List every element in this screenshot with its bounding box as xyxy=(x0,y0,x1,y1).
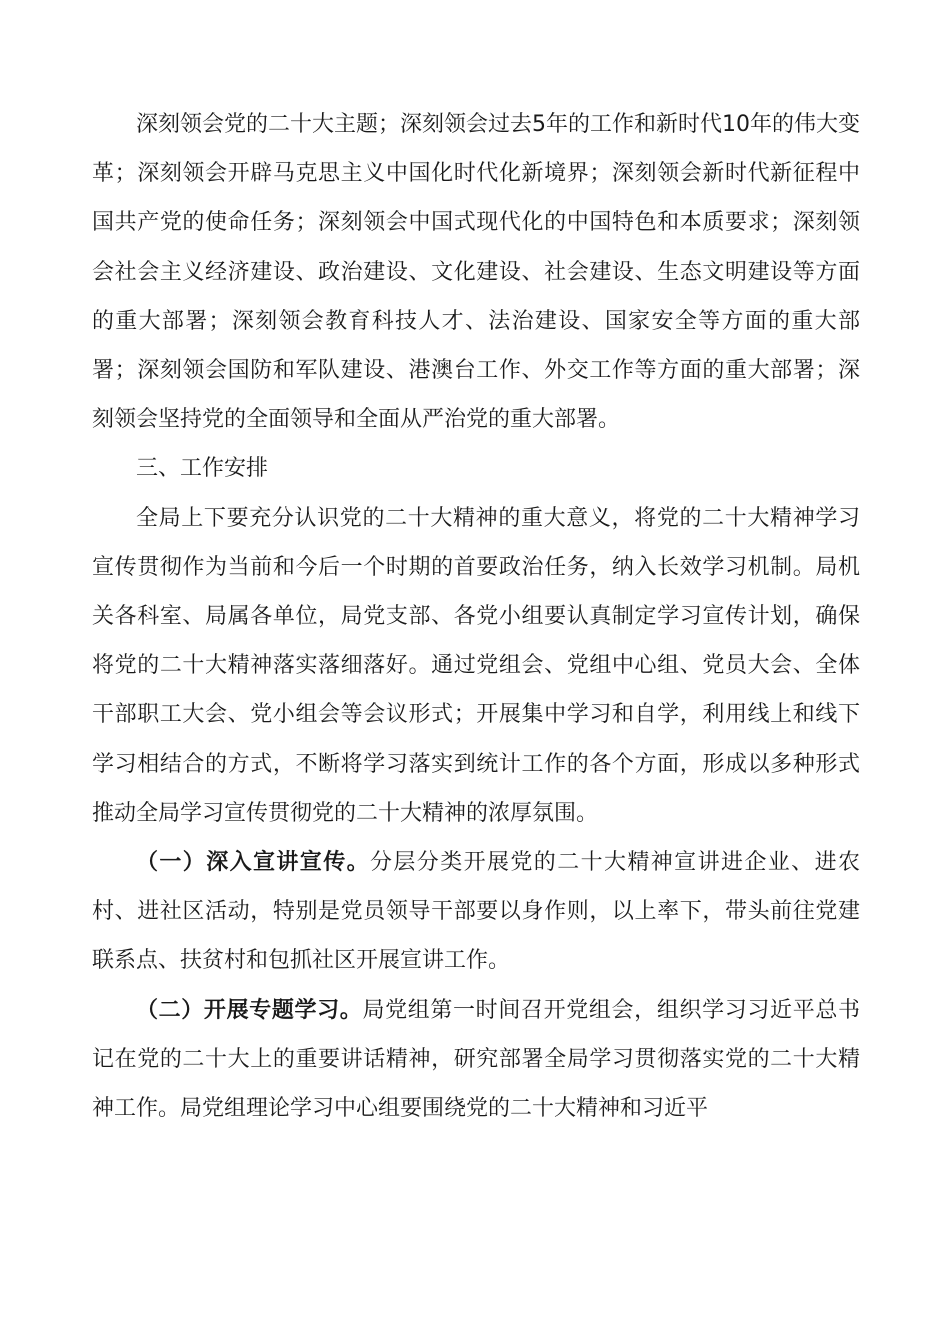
paragraph-study-points: 深刻领会党的二十大主题；深刻领会过去5年的工作和新时代10年的伟大变革；深刻领会开辟马克思主义中国化时代化新境界；深刻领会新时代新征程中国共产党的使命任务；深刻领会中国式现代化的中国特色和本质要求；深刻领会社会主义经济建设、政治建设、文化建设、社会建设、生态文明建设等方面的重大部署；深刻领会教育科技人才、法治建设、国家安全等方面的重大部署；深刻领会国防和军队建设、港澳台工作、外交工作等方面的重大部署；深刻领会坚持党的全面领导和全面从严治党的重大部署。 xyxy=(92,112,860,433)
document-page xyxy=(92,100,860,1133)
item-1-body: 分层分类开展党的二十大精神宣讲进企业、进农村、进社区活动，特别是党员领导干部要以身作则，以上率下，带头前往党建联系点、扶贫村和包抓社区开展宣讲工作。 xyxy=(92,850,860,974)
item-2-body: 局党组第一时间召开党组会，组织学习习近平总书记在党的二十大上的重要讲话精神，研究部署全局学习贯彻落实党的二十大精神工作。局党组理论学习中心组要围绕党的二十大精神和习近平 xyxy=(92,997,860,1122)
section-heading-work-arrangement: 三、工作安排 xyxy=(136,456,269,482)
paragraph-item-2 xyxy=(92,986,860,1134)
item-2-title: （二）开展专题学习。 xyxy=(136,997,363,1023)
paragraph-work-arrangement: 全局上下要充分认识党的二十大精神的重大意义，将党的二十大精神学习宣传贯彻作为当前和今后一个时期的首要政治任务，纳入长效学习机制。局机关各科室、局属各单位，局党支部、各党小组要认真制定学习宣传计划，确保将党的二十大精神落实落细落好。通过党组会、党组中心组、党员大会、全体干部职工大会、党小组会等会议形式；开展集中学习和自学，利用线上和线下学习相结合的方式，不断将学习落实到统计工作的各个方面，形成以多种形式推动全局学习宣传贯彻党的二十大精神的浓厚氛围。 xyxy=(92,505,860,826)
item-1-title: （一）深入宣讲宣传。 xyxy=(136,850,370,876)
paragraph-item-1 xyxy=(92,838,860,986)
